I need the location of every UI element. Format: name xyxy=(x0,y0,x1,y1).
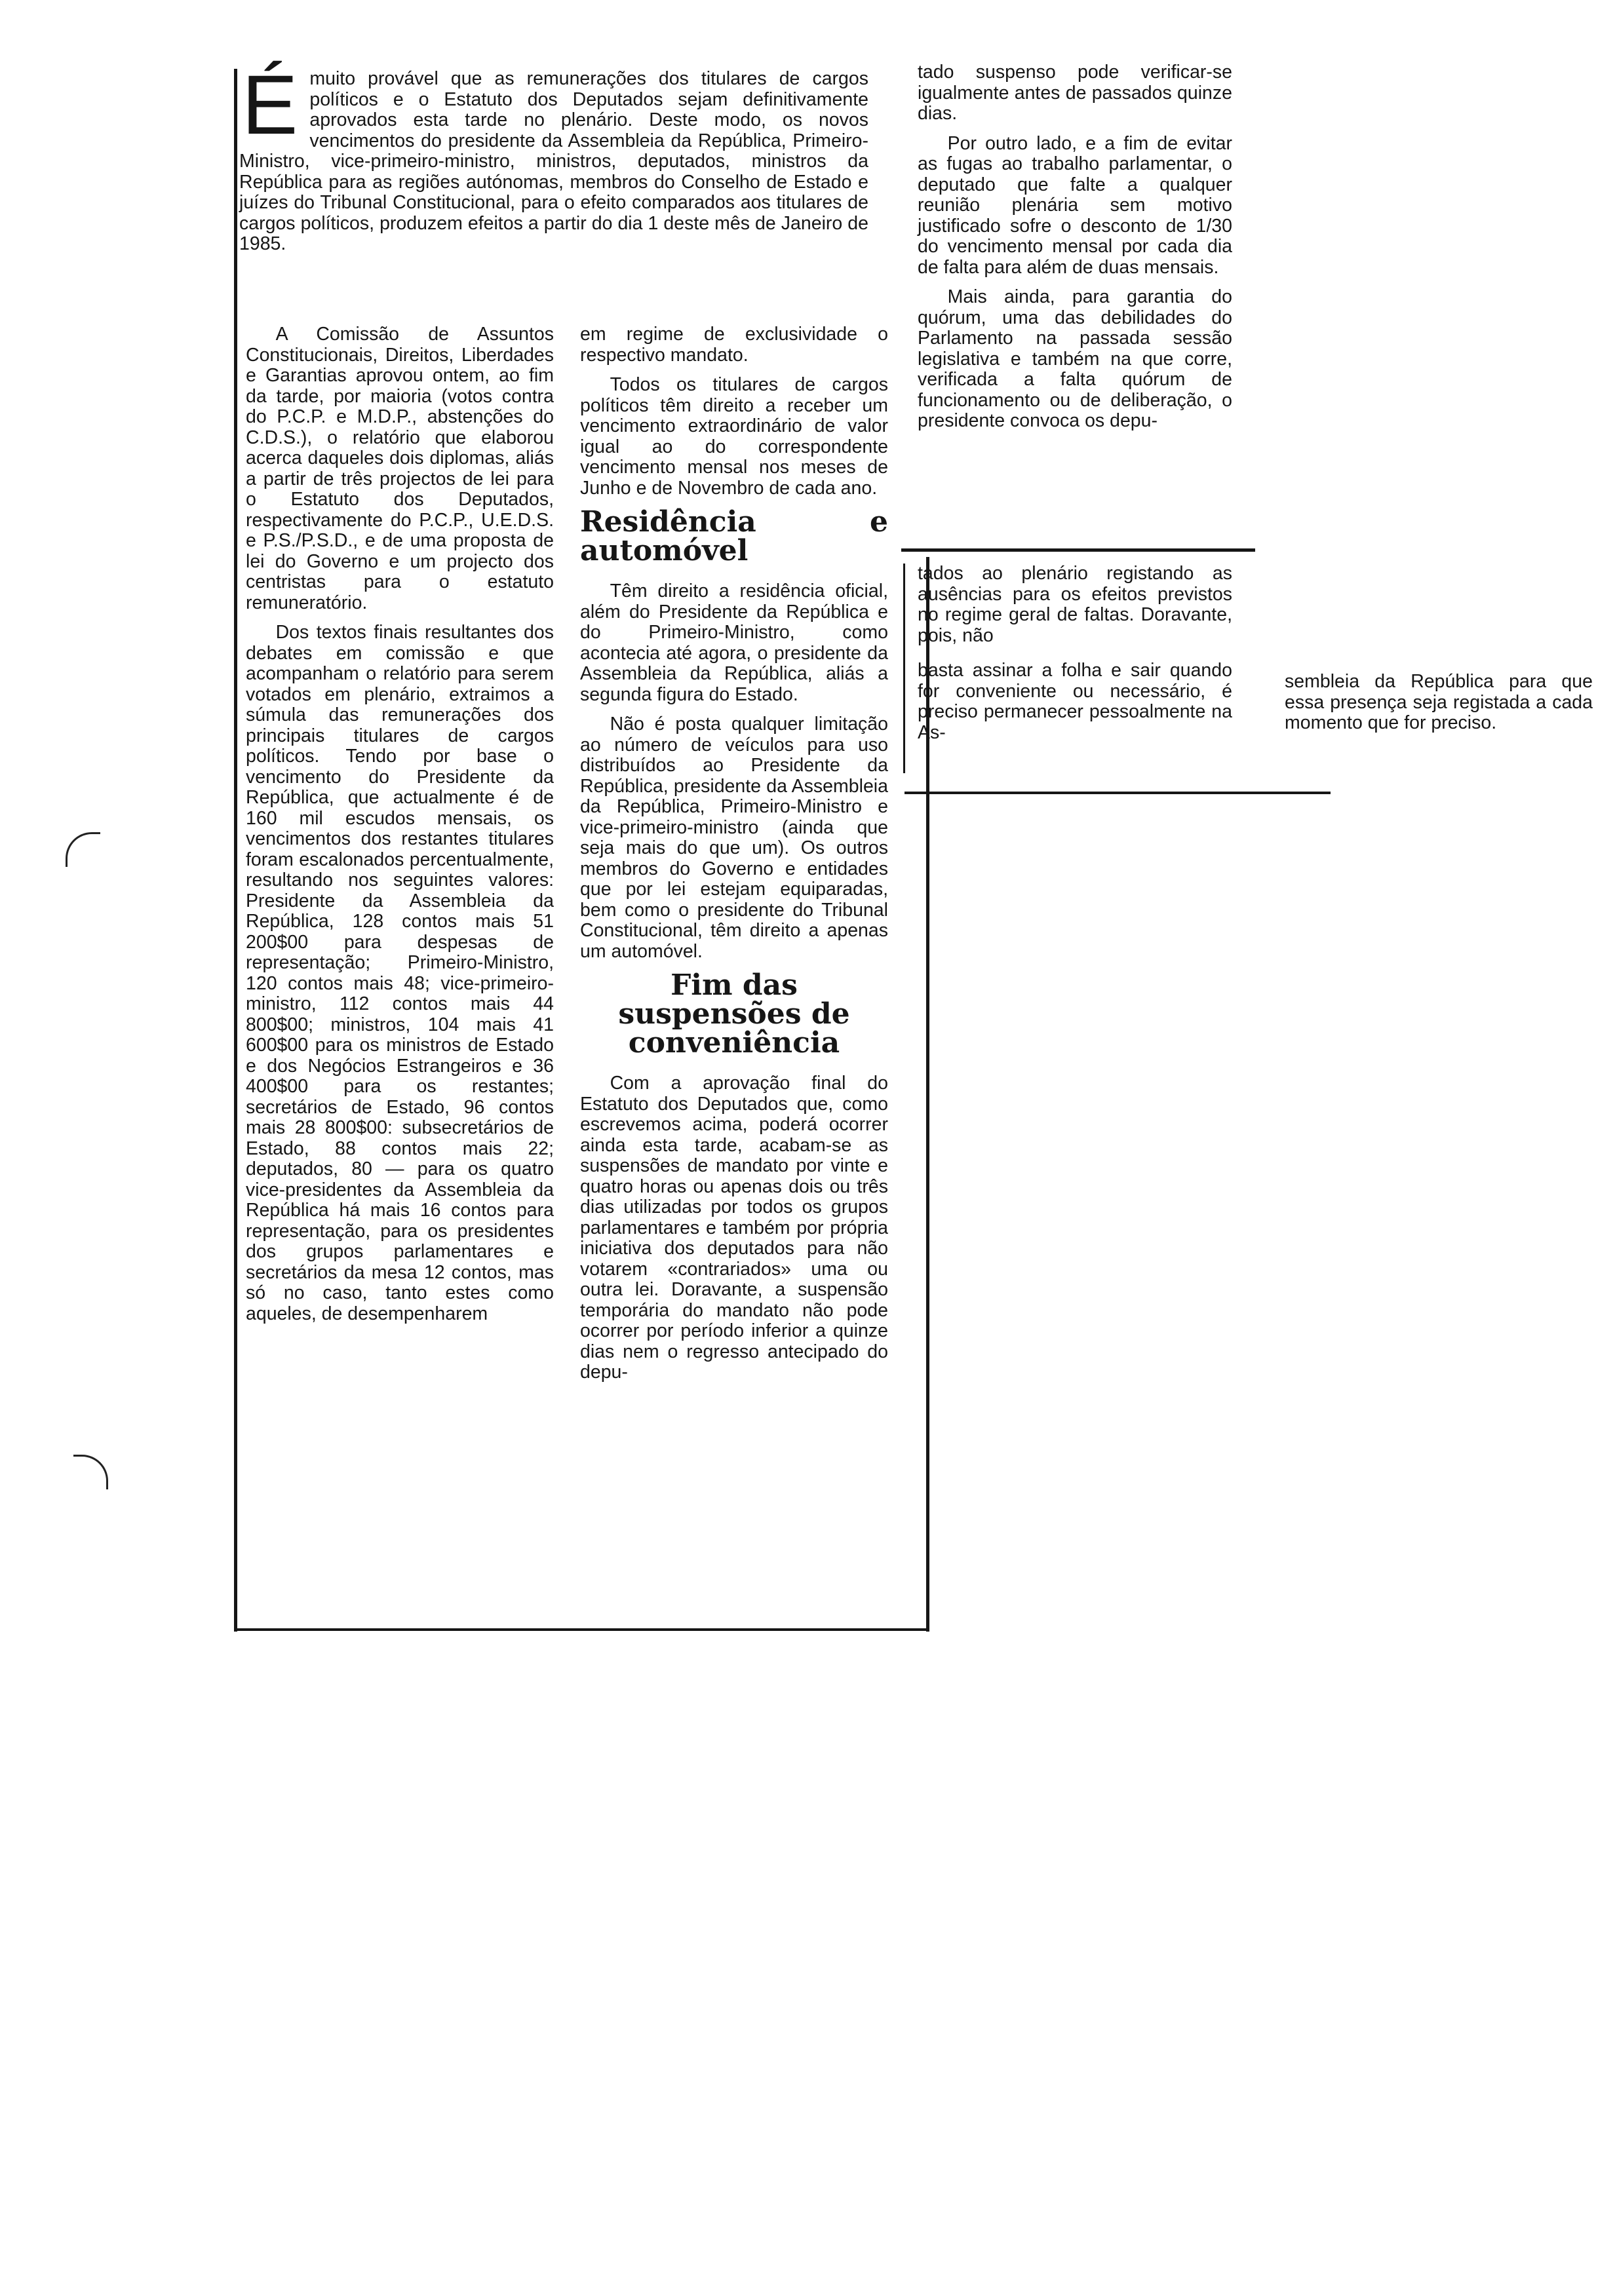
col3-paragraph-2: Por outro lado, e a fim de evitar as fugas ao trabalho parlamentar, o deputado que falte a qualquer reunião plenária sem motivo justificado sofre o desconto de 1/30 do vencimento mensal por cada dia de falta para além de duas mensais. xyxy=(918,132,1232,278)
heading-fim-suspensoes: Fim das suspensões de conveniência xyxy=(618,968,850,1060)
col3-bottom-rule xyxy=(905,792,1331,794)
scan-corner-mark-bottom xyxy=(73,1455,108,1489)
article-column-2 xyxy=(580,324,888,1392)
bottom-rule xyxy=(234,1628,929,1631)
article-lead xyxy=(239,58,868,255)
scan-corner-mark-top xyxy=(66,832,100,867)
col1-paragraph-2: Dos textos finais resultantes dos debates em comissão e que acompanham o relatório para serem votados em plenário, extraimos a súmula das remunerações dos principais titulares de cargos políticos. Tendo por base o vencimento do Presidente da República, que actualmente é de 160 mil escudos mensais, os vencimentos dos restantes titulares foram escalonados percentualmente, resultando nos seguintes valores: Presidente da Assembleia da República, 128 contos mais 51 200$00 para despesas de representação; Primeiro-Ministro, 120 contos mais 48; vice-primeiro-ministro, 112 contos mais 44 800$00; ministros, 104 mais 41 600$00 para os ministros de Estado e dos Negócios Estrangeiros e 36 400$00 para os restantes; secretários de Estado, 96 contos mais 28 800$00: subsecretários de Estado, 88 contos mais 22; deputados, 80 — para os quatro vice-presidentes da Assembleia da República há mais 16 contos para representação, para os presidentes dos grupos parlamentares e secretários da mesa 12 contos, mas só no caso, tanto estes como aqueles, de desempenharem xyxy=(246,622,554,1324)
col3-paragraph-1: tado suspenso pode verificar-se igualmente antes de passados quinze dias. xyxy=(918,62,1232,124)
article-column-4 xyxy=(1285,672,1593,743)
col3-paragraph-3: Mais ainda, para garantia do quórum, uma das debilidades do Parlamento na passada sessão legislativa e também na que corre, verificada a falta quórum de funcionamento ou de deliberação, o presidente convoca os depu- xyxy=(918,286,1232,431)
col4-paragraph-1: sembleia da República para que essa presença seja registada a cada momento que for preciso. xyxy=(1285,671,1593,733)
col3b-paragraph-1: tados ao plenário registando as ausências para os efeitos previstos no regime geral de faltas. Doravante, pois, não xyxy=(918,563,1232,646)
col2-paragraph-3: Têm direito a residência oficial, além do Presidente da República e do Primeiro-Ministro, como acontecia até agora, o presidente da Assembleia da República, aliás a segunda figura do Estado. xyxy=(580,581,888,705)
col3-side-rule xyxy=(903,564,905,773)
drop-cap: É xyxy=(242,58,298,152)
col2-paragraph-2: Todos os titulares de cargos políticos têm direito a receber um vencimento extraordinário de valor igual ao do correspondente vencimento mensal nos meses de Junho e de Novembro de cada ano. xyxy=(580,374,888,499)
col2-paragraph-4: Não é posta qualquer limitação ao número de veículos para uso distribuídos ao Presidente da República, presidente da Assembleia da República, Primeiro-Ministro e vice-primeiro-ministro (ainda que seja mais do que um). Os outros membros do Governo e entidades que por lei estejam equiparadas, bem como o presidente do Tribunal Constitucional, têm direito a apenas um automóvel. xyxy=(580,714,888,962)
col3b-paragraph-2: basta assinar a folha e sair quando for conveniente ou necessário, é preciso permanecer pessoalmente na As- xyxy=(918,660,1232,743)
col2-paragraph-5: Com a aprovação final do Estatuto dos Deputados que, como escrevemos acima, poderá ocorrer ainda esta tarde, acabam-se as suspensões de mandato por vinte e quatro horas ou apenas dois ou três dias utilizadas por todos os grupos parlamentares e também por própria iniciativa dos deputados para não votarem «contrariados» uma ou outra lei. Doravante, a suspensão temporária do mandato não pode ocorrer por período inferior a quinze dias nem o regresso antecipado do depu- xyxy=(580,1073,888,1383)
left-column-rule xyxy=(234,69,237,1632)
article-column-3 xyxy=(918,62,1232,441)
col3-top-rule xyxy=(901,548,1255,552)
article-column-3-continuation xyxy=(918,564,1232,752)
heading-residencia: Residência e automóvel xyxy=(580,505,888,567)
lead-text: muito provável que as remunerações dos titulares de cargos políticos e o Estatuto dos Deputados sejam definitivamente aprovados esta tarde no plenário. Deste modo, os novos vencimentos do presidente da Assembleia da República, Primeiro-Ministro, vice-primeiro-ministro, ministros, deputados, ministros da República para as regiões autónomas, membros do Conselho de Estado e juízes do Tribunal Constitucional, para o efeito comparados aos titulares de cargos políticos, produzem efeitos a partir do dia 1 deste mês de Janeiro de 1985. xyxy=(239,68,868,254)
col2-paragraph-1: em regime de exclusividade o respectivo mandato. xyxy=(580,324,888,366)
article-column-1 xyxy=(246,324,554,1333)
col1-paragraph-1: A Comissão de Assuntos Constitucionais, Direitos, Liberdades e Garantias aprovou ontem, ao fim da tarde, por maioria (votos contra do P.C.P. e M.D.P., abstenções do C.D.S.), o relatório que elaborou acerca daqueles dois diplomas, aliás a partir de três projectos de lei para o Estatuto dos Deputados, respectivamente do P.C.P., U.E.D.S. e P.S./P.S.D., e de uma proposta de lei do Governo e um projecto dos centristas para o estatuto remuneratório. xyxy=(246,324,554,613)
